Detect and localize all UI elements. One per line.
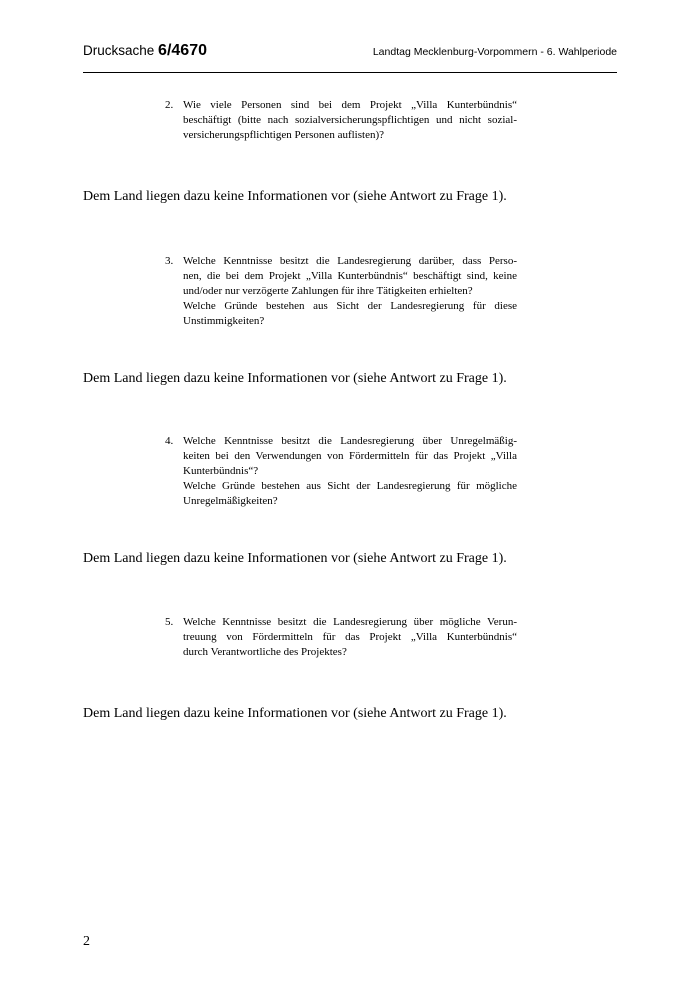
document-number: 6/4670: [158, 42, 207, 59]
answer-4: Dem Land liegen dazu keine Informationen vor (siehe Antwort zu Frage 1).: [83, 551, 507, 566]
question-line: versicherungspflichtigen Personen auflisten)?: [183, 129, 384, 141]
question-line: Welche Kenntnisse besitzt die Landesregierung darüber, dass Perso-: [183, 255, 517, 267]
question-line: nen, die bei dem Projekt „Villa Kunterbündnis“ beschäftigt sind, keine: [183, 270, 517, 282]
question-text: [183, 254, 517, 329]
question-text: [183, 434, 517, 509]
document-id: [83, 42, 207, 60]
question-2: [165, 98, 517, 143]
question-number: 4.: [165, 435, 174, 447]
document-label: Drucksache: [83, 43, 155, 58]
question-line: Welche Gründe bestehen aus Sicht der Landesregierung für mögliche: [183, 480, 517, 492]
question-5: [165, 615, 517, 660]
institution-label: Landtag Mecklenburg-Vorpommern - 6. Wahlperiode: [372, 46, 617, 58]
question-text: [183, 615, 517, 660]
question-line: beschäftigt (bitte nach sozialversicherungspflichtigen und nicht sozial-: [183, 114, 517, 126]
question-line: Unstimmigkeiten?: [183, 315, 265, 327]
question-number: 5.: [165, 616, 174, 628]
question-text: [183, 98, 517, 143]
question-line: Welche Kenntnisse besitzt die Landesregierung über mögliche Verun-: [183, 616, 517, 628]
question-line: Wie viele Personen sind bei dem Projekt „Villa Kunterbündnis“: [183, 99, 517, 111]
question-line: und/oder nur verzögerte Zahlungen für ihre Tätigkeiten erhielten?: [183, 285, 473, 297]
answer-5: Dem Land liegen dazu keine Informationen vor (siehe Antwort zu Frage 1).: [83, 706, 507, 721]
page-number: 2: [83, 934, 90, 949]
question-line: Kunterbündnis“?: [183, 465, 259, 477]
question-number: 3.: [165, 255, 174, 267]
header-divider: [83, 72, 617, 73]
question-number: 2.: [165, 99, 174, 111]
answer-2: Dem Land liegen dazu keine Informationen vor (siehe Antwort zu Frage 1).: [83, 189, 507, 204]
question-3: [165, 254, 517, 329]
question-line: Welche Gründe bestehen aus Sicht der Landesregierung für diese: [183, 300, 517, 312]
question-line: Unregelmäßigkeiten?: [183, 495, 278, 507]
question-line: Welche Kenntnisse besitzt die Landesregierung über Unregelmäßig-: [183, 435, 517, 447]
question-4: [165, 434, 517, 509]
page-header: [83, 40, 617, 66]
question-line: keiten bei den Verwendungen von Fördermitteln für das Projekt „Villa: [183, 450, 517, 462]
question-line: durch Verantwortliche des Projektes?: [183, 646, 347, 658]
answer-3: Dem Land liegen dazu keine Informationen vor (siehe Antwort zu Frage 1).: [83, 371, 507, 386]
question-line: treuung von Fördermitteln für das Projekt „Villa Kunterbündnis“: [183, 631, 517, 643]
